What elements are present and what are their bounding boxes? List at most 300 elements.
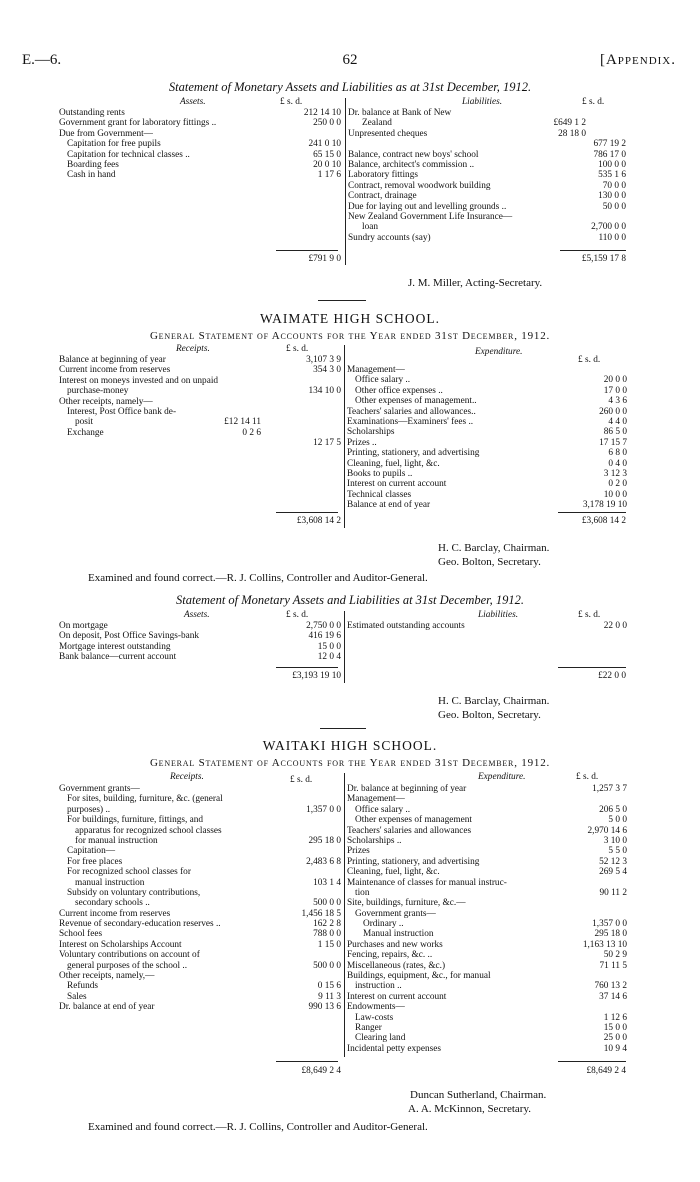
ledger-row (59, 888, 341, 898)
row-amount: 677 19 2 (593, 139, 626, 150)
ledger-row (59, 108, 341, 118)
row-label: apparatus for recognized school classes (75, 825, 222, 836)
s3-examined: Examined and found correct.—R. J. Collins, Controller and Auditor-General. (88, 1121, 428, 1133)
ledger-row (59, 794, 341, 804)
s2-sig-chairman-2: H. C. Barclay, Chairman. (438, 695, 550, 707)
row-amount: 12 17 5 (313, 438, 341, 449)
row-label: Dr. balance at Bank of New (348, 108, 452, 118)
s1-liab-cur: £ s. d. (582, 97, 605, 107)
row-amount: 17 0 0 (603, 385, 627, 396)
ledger-row (348, 233, 626, 243)
s1-liab-head: Liabilities. (462, 97, 503, 107)
row-label: Fencing, repairs, &c. .. (347, 950, 433, 961)
ledger-row (347, 448, 627, 458)
sep-2 (320, 728, 366, 729)
ledger-row (348, 212, 626, 222)
s2-assets-list (59, 621, 341, 663)
row-label: Current income from reserves (59, 908, 171, 919)
s2-assets-cur: £ s. d. (286, 610, 309, 620)
row-label: Unpresented cheques (348, 128, 428, 139)
s3-rec-rule (276, 1061, 338, 1062)
row-label: Other expenses of management (355, 815, 472, 826)
page-appendix: [Appendix. (599, 52, 676, 68)
row-amount: 100 0 0 (598, 159, 626, 170)
ledger-row (347, 621, 627, 631)
row-label: On deposit, Post Office Savings-bank (59, 631, 200, 642)
row-label: Laboratory fittings (348, 170, 418, 181)
row-label: Mortgage interest outstanding (59, 641, 171, 652)
row-amount: 10 9 4 (603, 1043, 627, 1054)
row-label: Clearing land (355, 1033, 406, 1044)
row-amount: 786 17 0 (593, 149, 626, 160)
ledger-row (347, 857, 627, 867)
row-amount: 2,970 14 6 (587, 825, 627, 836)
row-label: Cleaning, fuel, light, &c. (347, 867, 440, 878)
ledger-row (59, 438, 341, 448)
row-amount: 17 15 7 (599, 437, 627, 448)
ledger-row (59, 129, 341, 139)
row-amount: 110 0 0 (598, 232, 626, 243)
s2-sig-secretary-2: Geo. Bolton, Secretary. (438, 709, 541, 721)
row-label: Technical classes (347, 489, 412, 500)
s2-liab-rule (558, 667, 626, 668)
s1-assets-cur: £ s. d. (280, 97, 303, 107)
row-amount: 500 0 0 (313, 898, 341, 909)
row-amount: 4 3 6 (608, 396, 627, 407)
ledger-row (347, 815, 627, 825)
row-label: Manual instruction (363, 929, 434, 940)
ledger-row (59, 981, 341, 991)
ledger-row (347, 878, 627, 888)
row-label: Bank balance—current account (59, 652, 177, 663)
row-label: Estimated outstanding accounts (347, 621, 465, 631)
row-amount: 3 12 3 (603, 468, 627, 479)
row-amount: 1 17 6 (317, 170, 341, 181)
row-label: Purchases and new works (347, 939, 443, 950)
ledger-row (347, 950, 627, 960)
row-label: Balance, architect's commission .. (348, 159, 475, 170)
row-amount: 1 15 0 (317, 939, 341, 950)
s3-gs: General Statement of Accounts for the Year ended 31st December, 1912. (149, 757, 551, 769)
s1-liab-list (348, 108, 626, 243)
row-amount: 50 2 9 (603, 950, 627, 961)
row-label: Cleaning, fuel, light, &c. (347, 458, 440, 469)
ledger-row (347, 407, 627, 417)
ledger-row (347, 490, 627, 500)
ledger-row (347, 961, 627, 971)
row-label: Government grants— (59, 784, 140, 794)
row-label: Interest on moneys invested and on unpaid (59, 375, 219, 386)
ledger-row (59, 417, 341, 427)
row-label: Books to pupils .. (347, 468, 413, 479)
row-amount: 25 0 0 (603, 1033, 627, 1044)
s2-liab-head: Liabilities. (478, 610, 519, 620)
row-label: Revenue of secondary-education reserves .. (59, 919, 221, 930)
ledger-row (59, 376, 341, 386)
row-label: Current income from reserves (59, 365, 171, 376)
s3-exp-head: Expenditure. (478, 772, 526, 782)
s1-caption: Statement of Monetary Assets and Liabilities as at 31st December, 1912. (168, 80, 532, 94)
ledger-row (347, 794, 627, 804)
ledger-row (347, 1023, 627, 1033)
ledger-row (347, 784, 627, 794)
row-label: New Zealand Government Life Insurance— (348, 211, 513, 222)
row-label: Scholarships .. (347, 835, 402, 846)
s2-assets-head: Assets. (184, 610, 210, 620)
s3-rec-total: £8,649 2 4 (301, 1066, 341, 1076)
row-label: For recognized school classes for (67, 867, 191, 878)
ledger-row (59, 878, 341, 888)
ledger-row (59, 397, 341, 407)
row-amount: 3 10 0 (603, 835, 627, 846)
ledger-row (347, 417, 627, 427)
s1-liab-total: £5,159 17 8 (581, 254, 626, 264)
row-label: Printing, stationery, and advertising (347, 448, 480, 459)
ledger-row (347, 898, 627, 908)
page-ref: E.—6. (22, 52, 62, 68)
row-amount: 206 5 0 (599, 804, 627, 815)
ledger-row (347, 940, 627, 950)
s1-assets-total: £791 9 0 (308, 254, 341, 264)
row-label: Capitation for free pupils (67, 139, 161, 150)
ledger-row (348, 181, 626, 191)
row-label: Dr. balance at beginning of year (347, 784, 467, 794)
row-label: purchase-money (67, 386, 129, 397)
s3-sig-secretary: A. A. McKinnon, Secretary. (408, 1103, 532, 1115)
row-amount: 535 1 6 (598, 170, 626, 181)
row-amount: 1 12 6 (603, 1012, 627, 1023)
row-label: Sales (67, 991, 87, 1002)
row-label: Refunds (67, 981, 98, 992)
row-label: Other receipts, namely,— (59, 971, 155, 982)
row-amount: 1,456 18 5 (301, 908, 341, 919)
row-label: Maintenance of classes for manual instruc- (347, 877, 507, 888)
s2-assets-total: £3,193 19 10 (292, 671, 341, 681)
row-amount: 20 0 0 (603, 375, 627, 386)
row-label: Subsidy on voluntary contributions, (67, 887, 201, 898)
ledger-row (347, 867, 627, 877)
s2-rec-total: £3,608 14 2 (296, 516, 341, 526)
row-amount: 65 15 0 (313, 149, 341, 160)
s1-divider (345, 98, 346, 265)
row-label: Sundry accounts (say) (348, 232, 431, 243)
row-label: Buildings, equipment, &c., for manual (347, 971, 491, 982)
row-label: Other receipts, namely— (59, 396, 153, 407)
row-amount: 260 0 0 (599, 406, 627, 417)
row-amount: 103 1 4 (313, 877, 341, 888)
ledger-row (59, 631, 341, 641)
row-label: Government grant for laboratory fittings .. (59, 118, 217, 129)
row-amount: 9 11 3 (318, 991, 341, 1002)
row-label: Scholarships (347, 427, 395, 438)
s2-rec-cur: £ s. d. (286, 344, 309, 354)
row-label: Prizes .. (347, 437, 377, 448)
ledger-row (347, 1033, 627, 1043)
s1-liab-rule (560, 250, 626, 251)
row-label: Interest on Scholarships Account (59, 939, 182, 950)
row-label: Examinations—Examiners' fees .. (347, 416, 474, 427)
ledger-row (59, 784, 341, 794)
ledger-row (347, 929, 627, 939)
s2-liab-list (347, 621, 627, 631)
row-amount: 90 11 2 (599, 887, 627, 898)
row-amount: 2,483 6 8 (306, 856, 341, 867)
ledger-row (347, 1044, 627, 1054)
row-amount: 1,257 3 7 (592, 784, 627, 794)
ledger-row (347, 846, 627, 856)
s2-exp-total: £3,608 14 2 (581, 516, 626, 526)
ledger-row (348, 160, 626, 170)
row-label: Teachers' salaries and allowances (347, 825, 472, 836)
s1-signer: J. M. Miller, Acting-Secretary. (408, 277, 543, 289)
row-amount: 3,178 19 10 (582, 500, 627, 511)
row-label: Teachers' salaries and allowances.. (347, 406, 476, 417)
ledger-row (347, 981, 627, 991)
s3-rec-cur: £ s. d. (290, 775, 313, 785)
row-label: Site, buildings, furniture, &c.— (347, 898, 466, 909)
ledger-row (347, 826, 627, 836)
row-label: Law-costs (355, 1012, 394, 1023)
s2-divider (344, 345, 345, 528)
row-amount: 0 4 0 (608, 458, 627, 469)
s3-receipts-list (59, 784, 341, 1013)
ledger-row (347, 805, 627, 815)
row-label: For free places (67, 856, 123, 867)
s2-rec-head: Receipts. (176, 344, 210, 354)
row-label: Balance at end of year (347, 500, 431, 511)
row-label: Other expenses of management.. (355, 396, 477, 407)
row-label: Contract, removal woodwork building (348, 180, 491, 191)
ledger-row (347, 500, 627, 510)
s3-divider (344, 773, 345, 1057)
ledger-row (59, 950, 341, 960)
row-label: Ordinary .. (363, 919, 404, 930)
row-label: Interest on current account (347, 479, 447, 490)
row-label: Cash in hand (67, 170, 116, 181)
s1-assets-rule (276, 250, 338, 251)
row-amount: 212 14 10 (303, 108, 341, 118)
ledger-row (59, 642, 341, 652)
row-amount: 760 13 2 (594, 981, 627, 992)
row-amount: 15 0 0 (317, 641, 341, 652)
s3-exp-cur: £ s. d. (576, 772, 599, 782)
row-label: Capitation for technical classes .. (67, 149, 190, 160)
row-amount: 5 5 0 (608, 846, 627, 857)
row-label: posit (75, 417, 94, 428)
ledger-row (59, 929, 341, 939)
row-label: Prizes (347, 846, 370, 857)
ledger-row (59, 407, 341, 417)
ledger-row (59, 826, 341, 836)
row-amount: 354 3 0 (313, 365, 341, 376)
row-amount: 162 2 8 (313, 919, 341, 930)
row-subamount: £649 1 2 (553, 118, 586, 129)
ledger-row (347, 469, 627, 479)
row-amount: 269 5 4 (599, 867, 627, 878)
s1-assets-list (59, 108, 341, 181)
row-amount: 22 0 0 (603, 621, 627, 631)
row-label: On mortgage (59, 621, 108, 631)
row-amount: 52 12 3 (599, 856, 627, 867)
ledger-row (59, 971, 341, 981)
row-label: Capitation— (67, 846, 116, 857)
s2-exp-cur: £ s. d. (578, 355, 601, 365)
ledger-row (59, 919, 341, 929)
ledger-row (347, 396, 627, 406)
row-amount: 416 19 6 (308, 631, 341, 642)
row-amount: 2,750 0 0 (306, 621, 341, 631)
s2-expenditure-list (347, 365, 627, 510)
ledger-row (59, 170, 341, 180)
row-label: Balance, contract new boys' school (348, 149, 479, 160)
row-label: Due for laying out and levelling grounds .. (348, 201, 507, 212)
row-label: For sites, building, furniture, &c. (general (67, 794, 223, 805)
row-label: Dr. balance at end of year (59, 1002, 155, 1013)
s2-caption: Statement of Monetary Assets and Liabilities at 31st December, 1912. (176, 593, 524, 607)
row-label: Management— (347, 365, 405, 375)
ledger-row (347, 479, 627, 489)
row-label: general purposes of the school .. (67, 960, 188, 971)
ledger-row (348, 202, 626, 212)
ledger-row (59, 428, 341, 438)
s3-exp-total: £8,649 2 4 (586, 1066, 626, 1076)
row-label: secondary schools .. (75, 898, 150, 909)
s1-assets-head: Assets. (180, 97, 206, 107)
s2-gs: General Statement of Accounts for the Year ended 31st December, 1912. (149, 330, 551, 342)
row-amount: 37 14 6 (599, 991, 627, 1002)
ledger-row (59, 160, 341, 170)
row-label: Endowments— (347, 1002, 405, 1013)
row-amount: 0 2 0 (608, 479, 627, 490)
row-label: Management— (347, 794, 405, 805)
ledger-row (348, 191, 626, 201)
row-label: Other office expenses .. (355, 385, 443, 396)
s2-title: WAIMATE HIGH SCHOOL. (259, 311, 441, 326)
row-label: Interest, Post Office bank de- (67, 406, 177, 417)
ledger-row (347, 1013, 627, 1023)
row-label: Exchange (67, 427, 104, 438)
ledger-row (348, 129, 626, 139)
row-amount: 788 0 0 (313, 929, 341, 940)
s3-expenditure-list (347, 784, 627, 1054)
ledger-row (59, 992, 341, 1002)
row-label: Contract, drainage (348, 191, 417, 202)
row-amount: 134 10 0 (308, 386, 341, 397)
ledger-row (59, 805, 341, 815)
row-label: instruction .. (355, 981, 402, 992)
row-amount: 241 0 10 (308, 139, 341, 150)
row-amount: 295 18 0 (308, 835, 341, 846)
row-amount: 4 4 0 (608, 416, 627, 427)
row-amount: 5 0 0 (608, 815, 627, 826)
ledger-row (59, 386, 341, 396)
row-label: Miscellaneous (rates, &c.) (347, 960, 446, 971)
row-amount: 3,107 3 9 (306, 355, 341, 365)
row-amount: 1,163 13 10 (582, 939, 627, 950)
row-amount: 990 13 6 (308, 1002, 341, 1013)
ledger-row (59, 961, 341, 971)
row-label: Boarding fees (67, 159, 119, 170)
s2-assets-rule (276, 667, 338, 668)
ledger-row (347, 375, 627, 385)
ledger-row (347, 427, 627, 437)
ledger-row (59, 815, 341, 825)
ledger-row (348, 118, 626, 128)
ledger-row (347, 459, 627, 469)
row-amount: 71 11 5 (599, 960, 627, 971)
ledger-row (348, 139, 626, 149)
row-label: School fees (59, 929, 103, 940)
ledger-row (347, 888, 627, 898)
row-label: tion (355, 887, 370, 898)
ledger-row (347, 365, 627, 375)
s2-liab-total: £22 0 0 (598, 671, 626, 681)
row-subamount: 28 18 0 (558, 128, 586, 139)
row-amount: 1,357 0 0 (306, 804, 341, 815)
row-subamount: £12 14 11 (224, 417, 261, 428)
row-label: Ranger (355, 1022, 382, 1033)
ledger-row (347, 971, 627, 981)
row-amount: 6 8 0 (608, 448, 627, 459)
s2-examined: Examined and found correct.—R. J. Collins, Controller and Auditor-General. (88, 572, 428, 584)
ledger-row (59, 909, 341, 919)
row-label: Zealand (362, 118, 392, 129)
row-amount: 500 0 0 (313, 960, 341, 971)
s2-rec-rule (276, 512, 338, 513)
row-amount: 0 15 6 (317, 981, 341, 992)
ledger-row (59, 898, 341, 908)
s3-exp-rule (558, 1061, 626, 1062)
ledger-row (59, 652, 341, 662)
sep-1 (318, 300, 366, 301)
row-amount: 250 0 0 (313, 118, 341, 129)
ledger-row (59, 621, 341, 631)
row-amount: 20 0 10 (313, 159, 341, 170)
row-label: purposes) .. (67, 804, 111, 815)
ledger-row (347, 836, 627, 846)
s2-exp-rule (558, 512, 626, 513)
ledger-row (59, 118, 341, 128)
s3-title: WAITAKI HIGH SCHOOL. (262, 738, 438, 753)
row-amount: 295 18 0 (594, 929, 627, 940)
row-label: Interest on current account (347, 991, 447, 1002)
ledger-row (59, 940, 341, 950)
row-amount: 10 0 0 (603, 489, 627, 500)
ledger-row (347, 919, 627, 929)
row-label: Government grants— (355, 908, 436, 919)
row-amount: 12 0 4 (317, 652, 341, 663)
ledger-row (348, 150, 626, 160)
ledger-row (347, 1002, 627, 1012)
s2-exp-head: Expenditure. (475, 347, 523, 357)
s2-sig-secretary: Geo. Bolton, Secretary. (438, 556, 541, 568)
ledger-row (347, 909, 627, 919)
row-amount: 70 0 0 (602, 180, 626, 191)
ledger-row (347, 438, 627, 448)
ledger-row (59, 857, 341, 867)
row-amount: 130 0 0 (598, 191, 626, 202)
row-subamount: 0 2 6 (242, 427, 261, 438)
ledger-row (59, 836, 341, 846)
row-amount: 86 5 0 (603, 427, 627, 438)
s2-divider-2 (344, 611, 345, 683)
row-amount: 15 0 0 (603, 1022, 627, 1033)
row-amount: 2,700 0 0 (591, 222, 626, 233)
s2-receipts-list (59, 355, 341, 449)
row-amount: 1,357 0 0 (592, 919, 627, 930)
ledger-row (347, 386, 627, 396)
ledger-row (59, 365, 341, 375)
